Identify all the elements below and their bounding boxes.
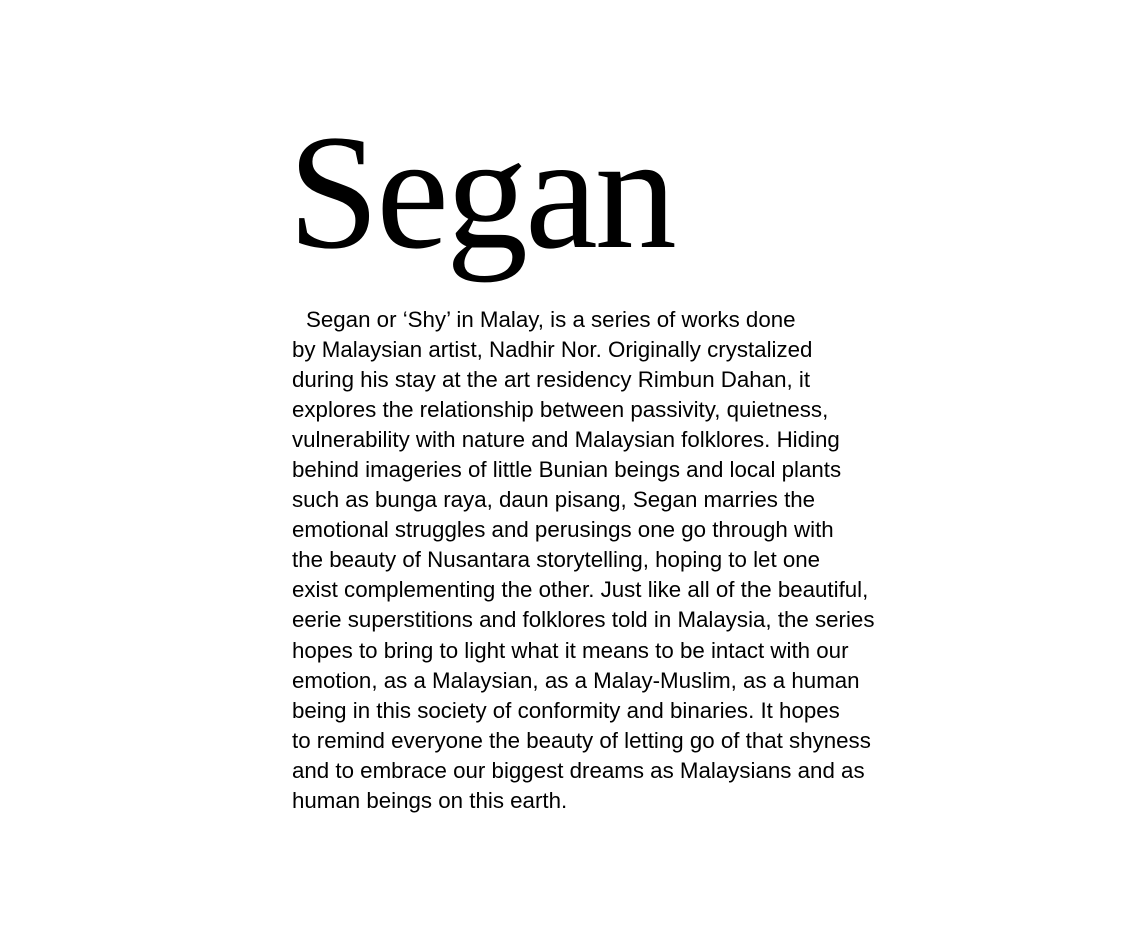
paragraph-line: exist complementing the other. Just like all of the beautiful, — [292, 577, 869, 603]
paragraph-line: by Malaysian artist, Nadhir Nor. Originally crystalized — [292, 337, 813, 363]
paragraph-line: during his stay at the art residency Rimbun Dahan, it — [292, 367, 811, 393]
paragraph-line: being in this society of conformity and binaries. It hopes — [292, 697, 840, 723]
body-paragraph — [292, 305, 992, 816]
paragraph-line: behind imageries of little Bunian beings and local plants — [292, 457, 842, 483]
paragraph-line: the beauty of Nusantara storytelling, hoping to let one — [292, 547, 821, 573]
paragraph-line: such as bunga raya, daun pisang, Segan marries the — [292, 487, 816, 513]
paragraph-line: to remind everyone the beauty of letting go of that shyness — [292, 727, 871, 753]
paragraph-line: human beings on this earth. — [292, 787, 568, 813]
page-title: Segan — [288, 102, 674, 283]
paragraph-line: explores the relationship between passivity, quietness, — [292, 397, 829, 423]
paragraph-line: emotional struggles and perusings one go through with — [292, 517, 834, 543]
paragraph-line: and to embrace our biggest dreams as Malaysians and as — [292, 757, 865, 783]
paragraph-line: vulnerability with nature and Malaysian folklores. Hiding — [292, 427, 840, 453]
paragraph-line: emotion, as a Malaysian, as a Malay-Muslim, as a human — [292, 667, 860, 693]
paragraph-line: eerie superstitions and folklores told in Malaysia, the series — [292, 607, 875, 633]
paragraph-line: Segan or ‘Shy’ in Malay, is a series of works done — [306, 307, 796, 332]
paragraph-line: hopes to bring to light what it means to be intact with our — [292, 637, 849, 663]
